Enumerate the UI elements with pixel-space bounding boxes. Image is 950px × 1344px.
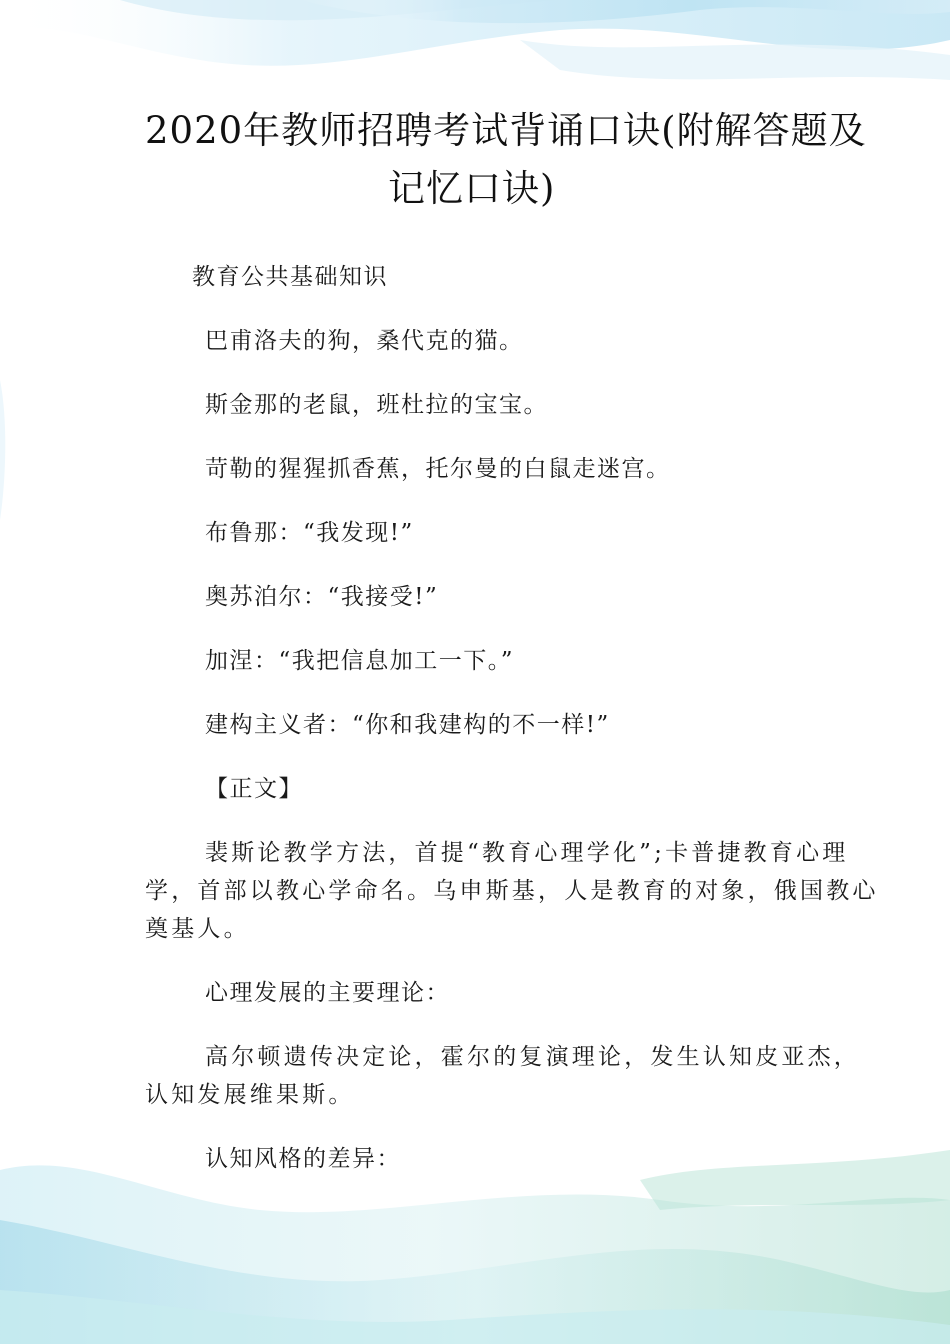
rhyme-line: 布鲁那：“我发现!” <box>205 520 414 546</box>
rhyme-line: 建构主义者：“你和我建构的不一样!” <box>205 712 610 738</box>
document-title-line-1: 2020年教师招聘考试背诵口诀(附解答题及 <box>145 109 867 152</box>
subheading: 认知风格的差异： <box>205 1146 401 1172</box>
subheading: 心理发展的主要理论： <box>205 980 450 1006</box>
rhyme-line: 奥苏泊尔：“我接受!” <box>205 584 439 610</box>
rhyme-line: 加涅：“我把信息加工一下。” <box>205 648 515 674</box>
paragraph-line: 奠基人。 <box>145 916 250 942</box>
paragraph-line: 认知发展维果斯。 <box>145 1082 355 1108</box>
paragraph-line: 学，首部以教心学命名。乌申斯基，人是教育的对象，俄国教心 <box>145 878 879 904</box>
paragraph-line: 裴斯论教学方法，首提“教育心理学化”;卡普捷教育心理 <box>205 840 849 866</box>
paragraph-line: 高尔顿遗传决定论，霍尔的复演理论，发生认知皮亚杰， <box>205 1044 860 1070</box>
rhyme-line: 斯金那的老鼠，班杜拉的宝宝。 <box>205 392 548 418</box>
section-heading: 教育公共基础知识 <box>192 264 388 290</box>
body-label: 【正文】 <box>205 776 303 802</box>
rhyme-line: 巴甫洛夫的狗，桑代克的猫。 <box>205 328 524 354</box>
document-title-line-2: 记忆口诀) <box>388 167 556 210</box>
rhyme-line: 苛勒的猩猩抓香蕉，托尔曼的白鼠走迷宫。 <box>205 456 671 482</box>
